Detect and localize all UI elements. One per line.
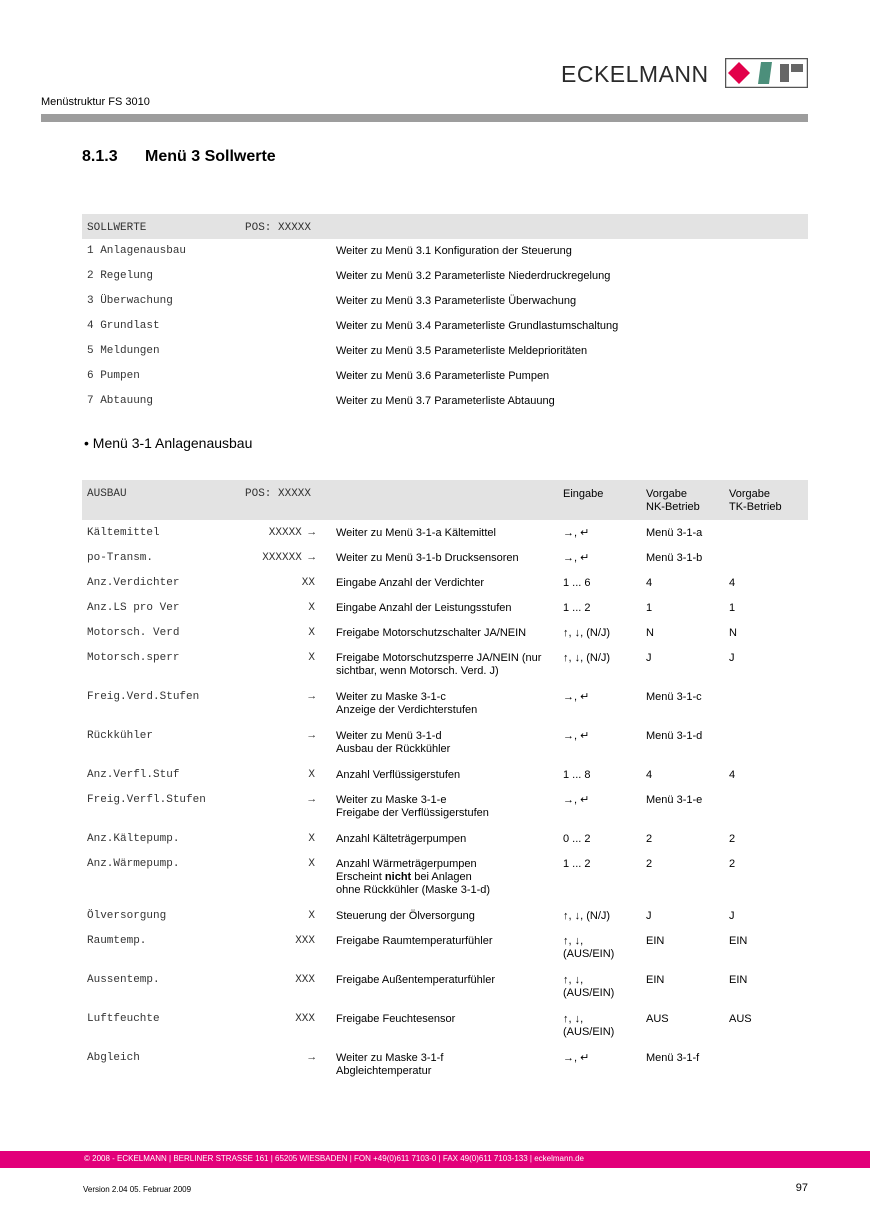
param-description-line2: sichtbar, wenn Motorsch. Verd. J)	[336, 665, 499, 677]
menu31-table-header	[82, 480, 808, 520]
eckelmann-logo	[561, 58, 811, 88]
param-default-tk: 2	[729, 858, 736, 870]
param-default-tk: AUS	[729, 1013, 752, 1025]
menu3-header-pos: POS: XXXXX	[245, 222, 312, 234]
param-pos: XXX	[295, 935, 315, 947]
param-pos: X	[308, 858, 315, 870]
param-description-line1: Anzahl Wärmeträgerpumpen	[336, 858, 477, 870]
menu-item-description: Weiter zu Menü 3.4 Parameterliste Grundlastumschaltung	[336, 320, 619, 332]
header-vorgabe-tk-line2: TK-Betrieb	[729, 501, 782, 513]
document-title: Menüstruktur FS 3010	[41, 96, 150, 108]
subsection-heading	[84, 435, 252, 451]
param-name: Raumtemp.	[87, 935, 147, 947]
menu31-table	[82, 480, 808, 1080]
logo-mark-icon	[725, 58, 808, 88]
param-input: 1 ... 6	[563, 577, 591, 589]
subsection-title: Menü 3-1 Anlagenausbau	[92, 435, 253, 451]
section-number: 8.1.3	[82, 148, 118, 165]
param-description: Weiter zu Menü 3-1-b Drucksensoren	[336, 552, 519, 564]
param-default-nk: 4	[646, 577, 653, 589]
param-input	[563, 1013, 643, 1039]
param-input: ↑, ↓, (N/J)	[563, 627, 611, 639]
param-input-line1: ↑, ↓,	[563, 1013, 584, 1025]
param-input-line1: ↑, ↓,	[563, 974, 584, 986]
param-input: →, ↵	[563, 794, 590, 806]
param-pos: XXXXX →	[268, 527, 315, 539]
param-default-tk: 1	[729, 602, 736, 614]
param-description: Freigabe Raumtemperaturfühler	[336, 935, 493, 947]
header-vorgabe-nk-line1: Vorgabe	[646, 488, 687, 500]
param-input: →, ↵	[563, 730, 590, 742]
param-name: Rückkühler	[87, 730, 154, 742]
param-default-tk: J	[729, 652, 735, 664]
section-heading	[82, 148, 276, 166]
header-rule	[41, 114, 808, 122]
header-vorgabe-nk-line2: NK-Betrieb	[646, 501, 700, 513]
menu-item-name: 2 Regelung	[87, 270, 154, 282]
menu-item-name: 1 Anlagenausbau	[87, 245, 187, 257]
param-description-line2: Anzeige der Verdichterstufen	[336, 704, 478, 716]
param-pos: →	[308, 1052, 315, 1064]
param-description-line1: Weiter zu Menü 3-1-d	[336, 730, 442, 742]
footer-contact-text: © 2008 - ECKELMANN | BERLINER STRASSE 161 | 65205 WIESBADEN | FON +49(0)611 7103-0 | FAX 49(0)611 7103-133 | eckelmann.de	[84, 1154, 585, 1163]
param-description	[336, 691, 558, 717]
param-description	[336, 730, 558, 756]
param-description: Anzahl Kälteträgerpumpen	[336, 833, 467, 845]
menu-item-description: Weiter zu Menü 3.1 Konfiguration der Steuerung	[336, 245, 572, 257]
param-default-nk: J	[646, 652, 652, 664]
bullet-icon: •	[84, 435, 89, 451]
param-description-line2c: bei Anlagen	[411, 871, 472, 883]
param-name: Anz.Verfl.Stuf	[87, 769, 180, 781]
footer-bar	[0, 1151, 870, 1168]
param-pos: X	[308, 652, 315, 664]
menu-item-description: Weiter zu Menü 3.3 Parameterliste Überwachung	[336, 295, 577, 307]
param-default-nk: Menü 3-1-e	[646, 794, 703, 806]
param-default-tk: N	[729, 627, 737, 639]
param-description: Eingabe Anzahl der Leistungsstufen	[336, 602, 512, 614]
menu-item-name: 3 Überwachung	[87, 295, 173, 307]
param-pos: X	[308, 833, 315, 845]
param-pos: X	[308, 602, 315, 614]
param-name: Anz.Wärmepump.	[87, 858, 180, 870]
param-description	[336, 794, 558, 820]
param-name: Motorsch.sperr	[87, 652, 180, 664]
version-info: Version 2.04 05. Februar 2009	[83, 1185, 192, 1194]
menu-item-description: Weiter zu Menü 3.5 Parameterliste Meldeprioritäten	[336, 345, 588, 357]
param-name: Luftfeuchte	[87, 1013, 160, 1025]
param-description-line2a: Erscheint	[336, 871, 385, 883]
page-number: 97	[795, 1182, 808, 1194]
param-input: →, ↵	[563, 552, 590, 564]
param-description	[336, 858, 558, 897]
param-description-line2b: nicht	[384, 871, 412, 883]
param-input-line2: (AUS/EIN)	[563, 987, 615, 999]
param-input-line2: (AUS/EIN)	[563, 1026, 615, 1038]
param-description-line2: Abgleichtemperatur	[336, 1065, 432, 1077]
param-pos: →	[308, 730, 315, 742]
param-default-nk: AUS	[646, 1013, 669, 1025]
menu31-header-pos: POS: XXXXX	[245, 488, 312, 500]
param-description: Freigabe Feuchtesensor	[336, 1013, 456, 1025]
param-name: Freig.Verfl.Stufen	[87, 794, 206, 806]
param-name: Motorsch. Verd	[87, 627, 180, 639]
param-default-nk: 4	[646, 769, 653, 781]
param-name: Anz.LS pro Ver	[87, 602, 180, 614]
param-description	[336, 1052, 558, 1078]
param-description-line1: Weiter zu Maske 3-1-c	[336, 691, 446, 703]
menu-item-name: 7 Abtauung	[87, 395, 154, 407]
menu3-table	[82, 214, 808, 414]
param-pos: X	[308, 769, 315, 781]
menu31-header-name: AUSBAU	[87, 488, 127, 500]
param-description	[336, 652, 558, 678]
header-vorgabe-tk	[729, 488, 782, 514]
param-pos: XXX	[295, 1013, 315, 1025]
param-default-nk: Menü 3-1-f	[646, 1052, 700, 1064]
param-description: Freigabe Motorschutzschalter JA/NEIN	[336, 627, 527, 639]
param-description-line1: Freigabe Motorschutzsperre JA/NEIN (nur	[336, 652, 542, 664]
param-description-line2: Ausbau der Rückkühler	[336, 743, 451, 755]
param-input: →, ↵	[563, 527, 590, 539]
param-default-nk: Menü 3-1-b	[646, 552, 703, 564]
param-description: Freigabe Außentemperaturfühler	[336, 974, 495, 986]
param-name: Aussentemp.	[87, 974, 160, 986]
param-pos: XXXXXX →	[262, 552, 315, 564]
header-vorgabe-nk	[646, 488, 700, 514]
param-input-line2: (AUS/EIN)	[563, 948, 615, 960]
menu3-table-header	[82, 214, 808, 239]
param-description-line1: Weiter zu Maske 3-1-e	[336, 794, 447, 806]
param-default-tk: 4	[729, 769, 736, 781]
param-input: ↑, ↓, (N/J)	[563, 910, 611, 922]
param-input	[563, 974, 643, 1000]
param-description-line1: Weiter zu Maske 3-1-f	[336, 1052, 444, 1064]
param-name: Anz.Verdichter	[87, 577, 180, 589]
param-pos: XX	[301, 577, 315, 589]
menu-item-description: Weiter zu Menü 3.7 Parameterliste Abtauung	[336, 395, 555, 407]
param-pos: X	[308, 910, 315, 922]
param-input: 1 ... 8	[563, 769, 591, 781]
param-default-nk: 2	[646, 833, 653, 845]
param-default-nk: N	[646, 627, 654, 639]
param-pos: →	[308, 691, 315, 703]
param-pos: X	[308, 627, 315, 639]
param-input: →, ↵	[563, 1052, 590, 1064]
param-default-nk: Menü 3-1-a	[646, 527, 703, 539]
header-vorgabe-tk-line1: Vorgabe	[729, 488, 770, 500]
param-name: Ölversorgung	[87, 910, 167, 922]
param-default-tk: 4	[729, 577, 736, 589]
param-description: Eingabe Anzahl der Verdichter	[336, 577, 484, 589]
menu3-header-name: SOLLWERTE	[87, 222, 147, 234]
param-name: Anz.Kältepump.	[87, 833, 180, 845]
param-input: ↑, ↓, (N/J)	[563, 652, 611, 664]
param-input-line1: ↑, ↓,	[563, 935, 584, 947]
section-title: Menü 3 Sollwerte	[145, 148, 276, 165]
param-pos: XXX	[295, 974, 315, 986]
menu-item-description: Weiter zu Menü 3.6 Parameterliste Pumpen	[336, 370, 550, 382]
param-description: Steuerung der Ölversorgung	[336, 910, 475, 922]
menu-item-name: 6 Pumpen	[87, 370, 140, 382]
param-input: 1 ... 2	[563, 602, 591, 614]
param-description: Weiter zu Menü 3-1-a Kältemittel	[336, 527, 496, 539]
header-eingabe: Eingabe	[563, 488, 604, 500]
param-input: 0 ... 2	[563, 833, 591, 845]
param-name: Kältemittel	[87, 527, 160, 539]
param-default-nk: 2	[646, 858, 653, 870]
param-default-nk: EIN	[646, 935, 665, 947]
param-name: Freig.Verd.Stufen	[87, 691, 200, 703]
param-default-nk: 1	[646, 602, 653, 614]
param-default-nk: Menü 3-1-c	[646, 691, 702, 703]
param-description-line3: ohne Rückkühler (Maske 3-1-d)	[336, 884, 491, 896]
param-name: po-Transm.	[87, 552, 154, 564]
param-input	[563, 935, 643, 961]
param-default-nk: J	[646, 910, 652, 922]
param-description: Anzahl Verflüssigerstufen	[336, 769, 461, 781]
menu-item-name: 5 Meldungen	[87, 345, 160, 357]
param-default-nk: EIN	[646, 974, 665, 986]
menu-item-description: Weiter zu Menü 3.2 Parameterliste Niederdruckregelung	[336, 270, 611, 282]
menu-item-name: 4 Grundlast	[87, 320, 160, 332]
param-name: Abgleich	[87, 1052, 140, 1064]
param-default-nk: Menü 3-1-d	[646, 730, 703, 742]
param-description-line2: Freigabe der Verflüssigerstufen	[336, 807, 489, 819]
param-default-tk: EIN	[729, 935, 748, 947]
param-default-tk: 2	[729, 833, 736, 845]
param-default-tk: J	[729, 910, 735, 922]
param-default-tk: EIN	[729, 974, 748, 986]
logo-text: ECKELMANN	[561, 61, 709, 87]
param-pos: →	[308, 794, 315, 806]
param-input: →, ↵	[563, 691, 590, 703]
param-input: 1 ... 2	[563, 858, 591, 870]
